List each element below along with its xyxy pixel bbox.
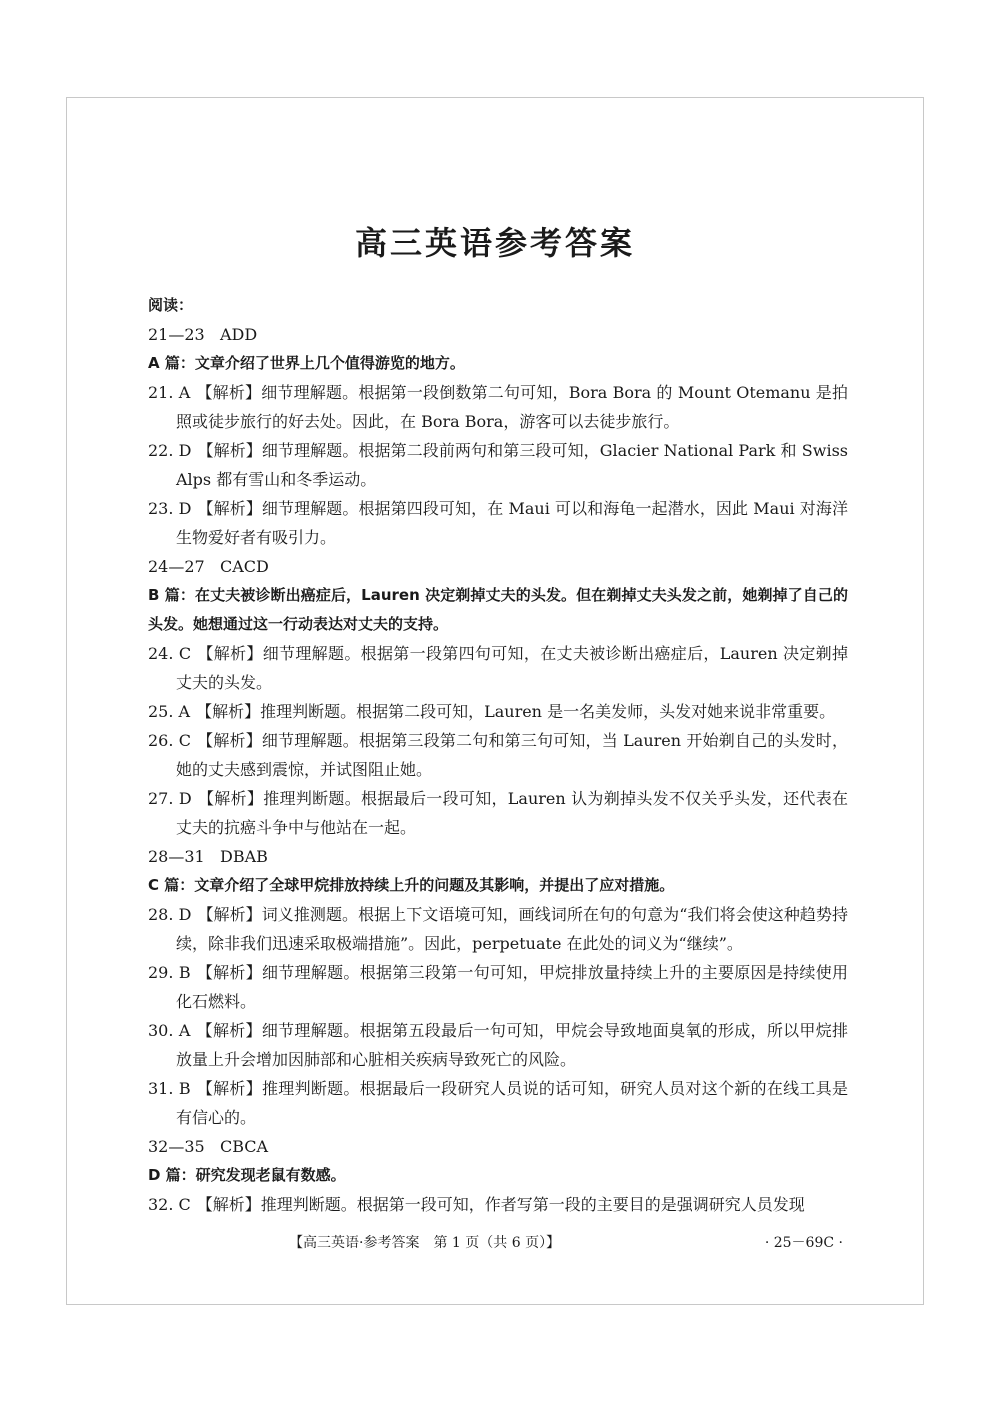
- explanation-item: [148, 900, 848, 958]
- question-number: 26. C: [148, 731, 191, 750]
- question-number: 25. A: [148, 702, 191, 721]
- passage-summary: C 篇：文章介绍了全球甲烷排放持续上升的问题及其影响，并提出了应对措施。: [148, 876, 675, 894]
- answer-content: [148, 291, 848, 1219]
- question-number: 31. B: [148, 1079, 191, 1098]
- answer-key: CACD: [219, 557, 269, 576]
- section-label: 阅读：: [148, 296, 194, 314]
- explanation-text: 【解析】细节理解题。根据第五段最后一句可知，甲烷会导致地面臭氧的形成，所以甲烷排放量上升会增加因肺部和心脏相关疾病导致死亡的风险。: [176, 1021, 848, 1069]
- footer-code: · 25－69C ·: [764, 1235, 843, 1251]
- question-number: 23. D: [148, 499, 192, 518]
- question-range: 24—27: [148, 557, 205, 576]
- explanation-text: 【解析】细节理解题。根据第一段倒数第二句可知，Bora Bora 的 Mount Otemanu 是拍照或徒步旅行的好去处。因此，在 Bora Bora，游客可以去徒步旅行。: [176, 383, 848, 431]
- explanation-text: 【解析】推理判断题。根据第一段可知，作者写第一段的主要目的是强调研究人员发现: [196, 1195, 805, 1214]
- explanation-text: 【解析】细节理解题。根据第一段第四句可知，在丈夫被诊断出癌症后，Lauren 决定剃掉丈夫的头发。: [176, 644, 848, 692]
- explanation-item: [148, 494, 848, 552]
- explanation-text: 【解析】细节理解题。根据第三段第一句可知，甲烷排放量持续上升的主要原因是持续使用化石燃料。: [176, 963, 848, 1011]
- passage-summary: B 篇：在丈夫被诊断出癌症后，Lauren 决定剃掉丈夫的头发。但在剃掉丈夫头发之前，她剃掉了自己的头发。她想通过这一行动表达对丈夫的支持。: [148, 586, 848, 633]
- explanation-item: [148, 697, 848, 726]
- question-number: 24. C: [148, 644, 192, 663]
- document-title: 高三英语参考答案: [354, 224, 635, 262]
- explanation-item: [148, 639, 848, 697]
- question-number: 30. A: [148, 1021, 191, 1040]
- answer-group: [148, 1132, 848, 1161]
- question-number: 28. D: [148, 905, 192, 924]
- explanation-text: 【解析】推理判断题。根据第二段可知，Lauren 是一名美发师，头发对她来说非常重要。: [196, 702, 836, 721]
- answer-key: DBAB: [219, 847, 268, 866]
- question-range: 28—31: [148, 847, 205, 866]
- answer-group: [148, 320, 848, 349]
- answer-key: CBCA: [219, 1137, 269, 1156]
- explanation-text: 【解析】细节理解题。根据第二段前两句和第三段可知，Glacier National Park 和 Swiss Alps 都有雪山和冬季运动。: [176, 441, 848, 489]
- explanation-text: 【解析】词义推测题。根据上下文语境可知，画线词所在句的句意为“我们将会使这种趋势持续，除非我们迅速采取极端措施”。因此，perpetuate 在此处的词义为“继续”。: [176, 905, 848, 953]
- explanation-item: [148, 378, 848, 436]
- answer-group: [148, 842, 848, 871]
- explanation-item: [148, 1074, 848, 1132]
- explanation-item: [148, 784, 848, 842]
- document-page: [66, 97, 924, 1305]
- answer-group: [148, 552, 848, 581]
- answer-key: ADD: [219, 325, 258, 344]
- explanation-text: 【解析】细节理解题。根据第四段可知，在 Maui 可以和海龟一起潜水，因此 Maui 对海洋生物爱好者有吸引力。: [176, 499, 848, 547]
- explanation-text: 【解析】细节理解题。根据第三段第二句和第三句可知，当 Lauren 开始剃自己的头发时，她的丈夫感到震惊，并试图阻止她。: [176, 731, 848, 779]
- question-range: 21—23: [148, 325, 205, 344]
- explanation-item: [148, 1016, 848, 1074]
- question-number: 29. B: [148, 963, 191, 982]
- explanation-item: [148, 436, 848, 494]
- question-number: 21. A: [148, 383, 191, 402]
- question-range: 32—35: [148, 1137, 205, 1156]
- passage-summary: D 篇：研究发现老鼠有数感。: [148, 1166, 346, 1184]
- question-number: 27. D: [148, 789, 192, 808]
- passage-summary: A 篇：文章介绍了世界上几个值得游览的地方。: [148, 354, 465, 372]
- explanation-item: [148, 726, 848, 784]
- footer-page-info: 【高三英语·参考答案 第 1 页（共 6 页）】: [289, 1235, 561, 1251]
- explanation-text: 【解析】推理判断题。根据最后一段可知，Lauren 认为剃掉头发不仅关乎头发，还代表在丈夫的抗癌斗争中与他站在一起。: [176, 789, 848, 837]
- explanation-item: [148, 1190, 848, 1219]
- explanation-item: [148, 958, 848, 1016]
- question-number: 32. C: [148, 1195, 191, 1214]
- question-number: 22. D: [148, 441, 192, 460]
- explanation-text: 【解析】推理判断题。根据最后一段研究人员说的话可知，研究人员对这个新的在线工具是有信心的。: [176, 1079, 848, 1127]
